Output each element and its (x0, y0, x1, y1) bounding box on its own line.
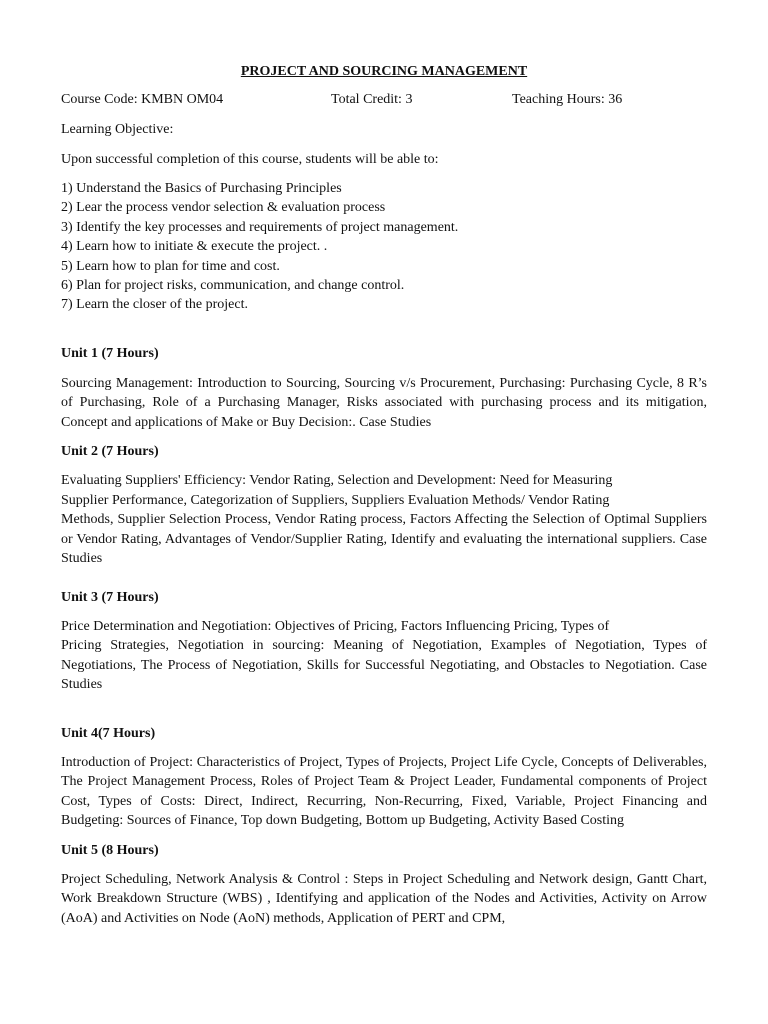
unit-4-heading: Unit 4(7 Hours) (61, 725, 156, 741)
unit-2-heading: Unit 2 (7 Hours) (61, 444, 159, 460)
course-code: Course Code: KMBN OM04 (61, 92, 224, 107)
unit-4-body: Introduction of Project: Characteristics of Project, Types of Projects, Project Life Cycle, Concepts of Deliverables, The Project Management Process, Roles of Project Team & Project Leader, Fundamental components of Project Cost, Types of Costs: Direct, Indirect, Recurring, Non-Recurring, Fixed, Variable, Project Financing and Budgeting: Sources of Finance, Top down Budgeting, Bottom up Budgeting, Activity Based Costing (61, 754, 707, 829)
syllabus-page (61, 62, 707, 928)
list-item: 5) Learn how to plan for time and cost. (61, 258, 280, 274)
list-item: 4) Learn how to initiate & execute the project. . (61, 239, 328, 255)
list-item: 6) Plan for project risks, communication, and change control. (61, 278, 405, 294)
unit-5-body: Project Scheduling, Network Analysis & Control : Steps in Project Scheduling and Network design, Gantt Chart, Work Breakdown Structure (WBS) , Identifying and application of the Nodes and Activities, Activity on Arrow (AoA) and Activities on Node (AoN) methods, Application of PERT and CPM, (61, 871, 707, 926)
list-item: 3) Identify the key processes and requirements of project management. (61, 219, 459, 235)
unit-2-body-line: Evaluating Suppliers' Efficiency: Vendor Rating, Selection and Development: Need for Measuring (61, 473, 613, 489)
course-meta-row (61, 90, 707, 109)
unit-2-body-line: Supplier Performance, Categorization of Suppliers, Suppliers Evaluation Methods/ Vendor Rating (61, 492, 610, 508)
unit-1-heading: Unit 1 (7 Hours) (61, 345, 159, 361)
objectives-intro: Upon successful completion of this course, students will be able to: (61, 152, 439, 167)
unit-3-body-line: Price Determination and Negotiation: Objectives of Pricing, Factors Influencing Pricing, Types of (61, 618, 610, 634)
page-title: PROJECT AND SOURCING MANAGEMENT (240, 64, 528, 79)
list-item: 1) Understand the Basics of Purchasing Principles (61, 181, 342, 196)
list-item: 7) Learn the closer of the project. (61, 297, 248, 313)
unit-3-body-line: Pricing Strategies, Negotiation in sourcing: Meaning of Negotiation, Examples of Negotiation, Types of Negotiations, The Process of Negotiation, Skills for Successful Negotiating, and Obstacles to Negotiation. Case Studies (61, 638, 707, 693)
learning-objective-label: Learning Objective: (61, 122, 174, 137)
unit-3-heading: Unit 3 (7 Hours) (61, 589, 159, 605)
unit-5-heading: Unit 5 (8 Hours) (61, 842, 159, 858)
unit-2-body-line: Methods, Supplier Selection Process, Vendor Rating process, Factors Affecting the Selection of Optimal Suppliers or Vendor Rating, Advantages of Vendor/Supplier Rating, Identify and evaluating the international suppliers. Case Studies (61, 512, 707, 567)
objectives-list (61, 179, 707, 315)
teaching-hours: Teaching Hours: 36 (512, 92, 623, 107)
total-credit: Total Credit: 3 (331, 92, 413, 107)
unit-2-body (61, 471, 707, 569)
unit-3-body (61, 617, 707, 695)
list-item: 2) Lear the process vendor selection & evaluation process (61, 200, 386, 216)
unit-1-body: Sourcing Management: Introduction to Sourcing, Sourcing v/s Procurement, Purchasing: Purchasing Cycle, 8 R’s of Purchasing, Role of a Purchasing Manager, Risks associated with purchasing process and its mitigation, Concept and applications of Make or Buy Decision:. Case Studies (61, 375, 707, 430)
